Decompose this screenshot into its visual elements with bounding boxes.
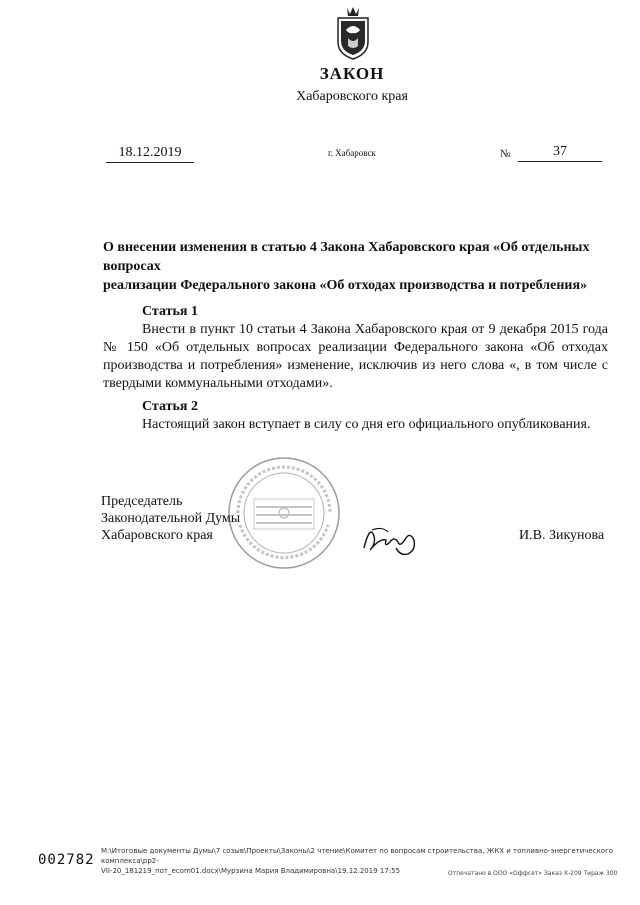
signatory-title-line-1: Председатель bbox=[101, 494, 183, 509]
signatory-name: И.В. Зикунова bbox=[519, 528, 605, 543]
signatory-title-line-3: Хабаровского края bbox=[101, 528, 213, 543]
document-date: 18.12.2019 bbox=[106, 145, 194, 163]
article-2-text: Настоящий закон вступает в силу со дня его официального опубликования. bbox=[142, 417, 591, 432]
document-city: г. Хабаровск bbox=[328, 148, 376, 158]
signatory-title-line-2: Законодательной Думы bbox=[101, 511, 241, 526]
article-2-title: Статья 2 bbox=[142, 399, 198, 414]
footer-print-info: Отпечатано в ООО «Оффсет» Заказ Х-209 Тираж 300 bbox=[448, 870, 618, 877]
article-1-text: Внести в пункт 10 статьи 4 Закона Хабаровского края от 9 декабря 2015 года № 150 «Об отдельных вопросах реализации Федерального закона «Об отходах производства и потребления» изменение, исключив из него слова «, в том числе с твердыми коммунальными отходами». bbox=[103, 322, 608, 391]
footer-path-line-2: VII-20_181219_пот_ecom01.docx\Мурзина Мария Владимировна\19.12.2019 17:55 bbox=[101, 867, 401, 875]
document-title: ЗАКОН bbox=[319, 64, 385, 83]
article-1-title: Статья 1 bbox=[142, 304, 198, 319]
official-stamp bbox=[226, 455, 342, 571]
number-label: № bbox=[500, 148, 511, 160]
document-subtitle: Хабаровского края bbox=[296, 89, 408, 104]
document-number: 37 bbox=[518, 144, 602, 162]
handwritten-signature bbox=[360, 518, 424, 558]
law-heading-line-2: реализации Федерального закона «Об отходах производства и потребления» bbox=[103, 278, 588, 293]
law-heading-line-1: О внесении изменения в статью 4 Закона Хабаровского края «Об отдельных вопросах bbox=[103, 240, 590, 274]
footer-code: 002782 bbox=[38, 852, 95, 868]
coat-of-arms-emblem bbox=[330, 4, 376, 62]
law-heading bbox=[103, 238, 608, 295]
footer-path-line-1: M:\Итоговые документы Думы\7 созыв\Проекты\Законы\2 чтение\Комитет по вопросам строительства, ЖКХ и топливно-энергетического комплекса\pp2- bbox=[101, 847, 614, 865]
